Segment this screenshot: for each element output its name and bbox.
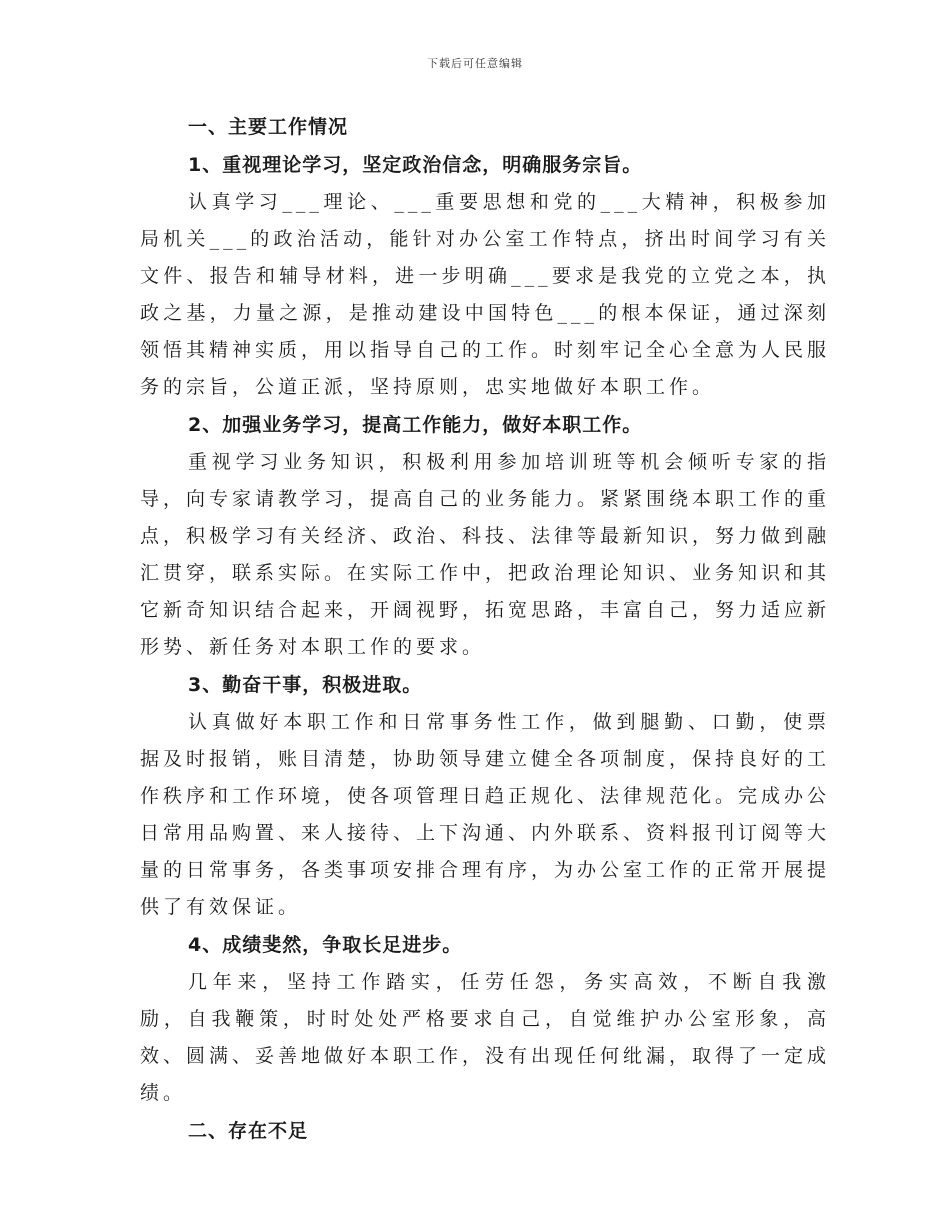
section-1-heading: 一、主要工作情况 xyxy=(188,116,349,138)
item-2-heading: 2、加强业务学习，提高工作能力，做好本职工作。 xyxy=(188,414,643,436)
item-1-paragraph: 认真学习___理论、___重要思想和党的___大精神，积极参加局机关___的政治活动，能针对办公室工作特点，挤出时间学习有关文件、报告和辅导材料，进一步明确___要求是我党的立党之本，执政之基，力量之源，是推动建设中国特色___的根本保证，通过深刻领悟其精神实质，用以指导自己的工作。时刻牢记全心全意为人民服务的宗旨，公道正派，坚持原则，忠实地做好本职工作。 xyxy=(140,191,831,398)
item-4-paragraph: 几年来，坚持工作踏实，任劳任怨，务实高效，不断自我激励，自我鞭策，时时处处严格要求自己，自觉维护办公室形象，高效、圆满、妥善地做好本职工作，没有出现任何纰漏，取得了一定成绩。 xyxy=(140,971,831,1104)
item-2-paragraph: 重视学习业务知识，积极利用参加培训班等机会倾听专家的指导，向专家请教学习，提高自己的业务能力。紧紧围绕本职工作的重点，积极学习有关经济、政治、科技、法律等最新知识，努力做到融汇贯穿，联系实际。在实际工作中，把政治理论知识、业务知识和其它新奇知识结合起来，开阔视野，拓宽思路，丰富自己，努力适应新形势、新任务对本职工作的要求。 xyxy=(140,451,831,658)
section-2-heading: 二、存在不足 xyxy=(188,1120,309,1142)
item-1-heading: 1、重视理论学习，坚定政治信念，明确服务宗旨。 xyxy=(188,154,643,176)
item-3-heading: 3、勤奋干事，积极进取。 xyxy=(188,674,423,696)
item-3-paragraph: 认真做好本职工作和日常事务性工作，做到腿勤、口勤，使票据及时报销，账目清楚，协助领导建立健全各项制度，保持良好的工作秩序和工作环境，使各项管理日趋正规化、法律规范化。完成办公日常用品购置、来人接待、上下沟通、内外联系、资料报刊订阅等大量的日常事务，各类事项安排合理有序，为办公室工作的正常开展提供了有效保证。 xyxy=(140,711,831,918)
header-watermark: 下载后可任意编辑 xyxy=(427,57,523,70)
item-4-heading: 4、成绩斐然，争取长足进步。 xyxy=(188,934,463,956)
document-body xyxy=(140,108,830,1150)
